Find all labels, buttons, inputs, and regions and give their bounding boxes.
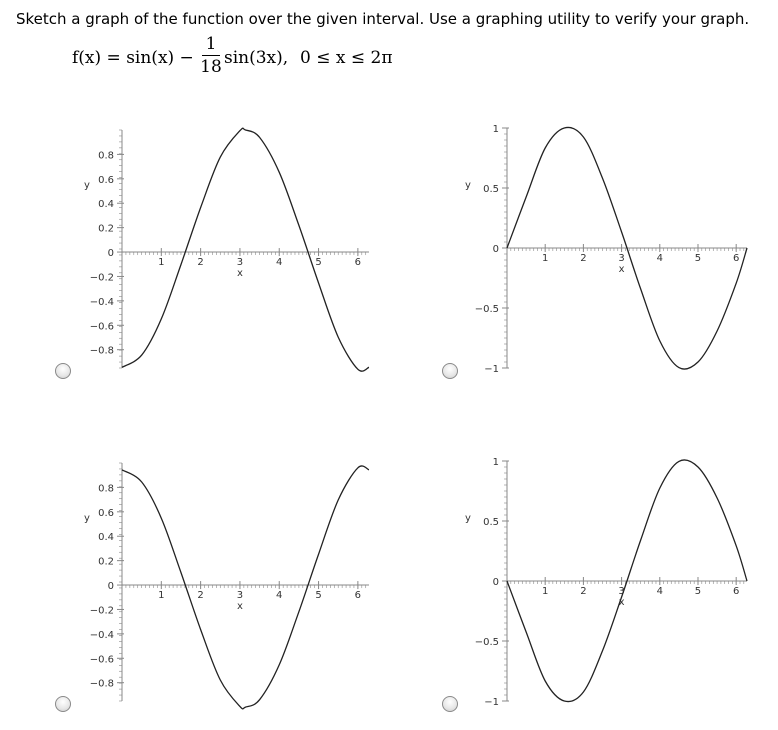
fraction-bar: [202, 55, 220, 56]
y-tick-label: −0.6: [89, 321, 114, 333]
x-tick-label: 4: [656, 586, 663, 597]
y-tick-label: −0.8: [89, 678, 114, 690]
y-tick-label: 0: [107, 248, 114, 260]
x-tick-label: 6: [354, 590, 362, 602]
y-tick-label: −0.8: [89, 345, 114, 357]
fraction-numerator: 1: [205, 34, 217, 54]
x-tick-label: 1: [542, 586, 549, 597]
x-tick-label: 1: [542, 253, 549, 264]
y-tick-label: 1: [492, 124, 499, 135]
y-axis-label: y: [84, 513, 90, 524]
y-tick-label: 0.5: [483, 184, 499, 195]
y-tick-label: −0.4: [89, 629, 114, 641]
y-tick-label: 0.4: [98, 199, 114, 211]
y-tick-label: 0: [492, 244, 499, 255]
x-axis-label: x: [236, 601, 243, 613]
x-axis-label: x: [618, 597, 625, 608]
y-axis-label: y: [84, 180, 90, 191]
x-axis-label: x: [236, 268, 243, 280]
y-tick-label: 0.6: [98, 174, 114, 186]
graph-option-a: [80, 120, 380, 380]
formula-rhs: sin(3x),: [224, 48, 289, 68]
graph-option-d: [455, 453, 765, 713]
fraction-denominator: 18: [200, 57, 222, 77]
y-tick-label: 0.2: [98, 223, 114, 235]
x-tick-label: 5: [694, 253, 702, 264]
x-tick-label: 5: [694, 586, 702, 597]
x-axis-label: x: [618, 264, 625, 275]
y-tick-label: 1: [492, 457, 499, 468]
x-tick-label: 1: [158, 590, 165, 602]
x-tick-label: 2: [580, 253, 587, 264]
y-tick-label: 0.4: [98, 532, 114, 544]
graph-option-c: [80, 453, 380, 713]
x-tick-label: 6: [354, 257, 362, 269]
y-tick-label: −0.5: [474, 637, 499, 648]
graph-option-b: [455, 120, 765, 380]
y-tick-label: −0.6: [89, 654, 114, 666]
x-tick-label: 2: [197, 257, 204, 269]
x-tick-label: 3: [236, 590, 244, 602]
x-tick-label: 6: [732, 253, 740, 264]
x-tick-label: 1: [158, 257, 165, 269]
x-tick-label: 5: [315, 590, 322, 602]
radio-option-c[interactable]: [55, 696, 71, 712]
y-tick-label: 0.8: [98, 150, 114, 162]
x-tick-label: 4: [656, 253, 663, 264]
y-tick-label: 0.2: [98, 556, 114, 568]
radio-option-d[interactable]: [442, 696, 458, 712]
x-tick-label: 3: [236, 257, 244, 269]
y-axis-label: y: [465, 513, 471, 524]
y-tick-label: 0.6: [98, 507, 114, 519]
formula-interval: 0 ≤ x ≤ 2π: [300, 48, 393, 68]
y-axis-label: y: [465, 180, 471, 191]
x-tick-label: 2: [580, 586, 587, 597]
x-tick-label: 6: [732, 586, 740, 597]
y-tick-label: 0.5: [483, 517, 499, 528]
y-tick-label: −1: [484, 364, 499, 375]
y-tick-label: −0.2: [89, 272, 114, 284]
x-tick-label: 4: [276, 590, 283, 602]
radio-option-a[interactable]: [55, 363, 71, 379]
x-tick-label: 4: [276, 257, 283, 269]
y-tick-label: −0.4: [89, 296, 114, 308]
radio-option-b[interactable]: [442, 363, 458, 379]
function-curve: [122, 128, 369, 371]
y-tick-label: 0: [107, 581, 114, 593]
instruction-text: Sketch a graph of the function over the given interval. Use a graphing utility to verify your graph.: [16, 10, 750, 28]
function-curve: [122, 466, 369, 709]
x-tick-label: 3: [618, 253, 625, 264]
formula-fraction: [200, 34, 222, 77]
x-tick-label: 3: [618, 586, 625, 597]
y-tick-label: −0.2: [89, 605, 114, 617]
x-tick-label: 5: [315, 257, 322, 269]
x-tick-label: 2: [197, 590, 204, 602]
formula-lhs: f(x) = sin(x) −: [72, 48, 194, 68]
y-tick-label: −0.5: [474, 304, 499, 315]
y-tick-label: 0: [492, 577, 499, 588]
y-tick-label: 0.8: [98, 483, 114, 495]
y-tick-label: −1: [484, 697, 499, 708]
